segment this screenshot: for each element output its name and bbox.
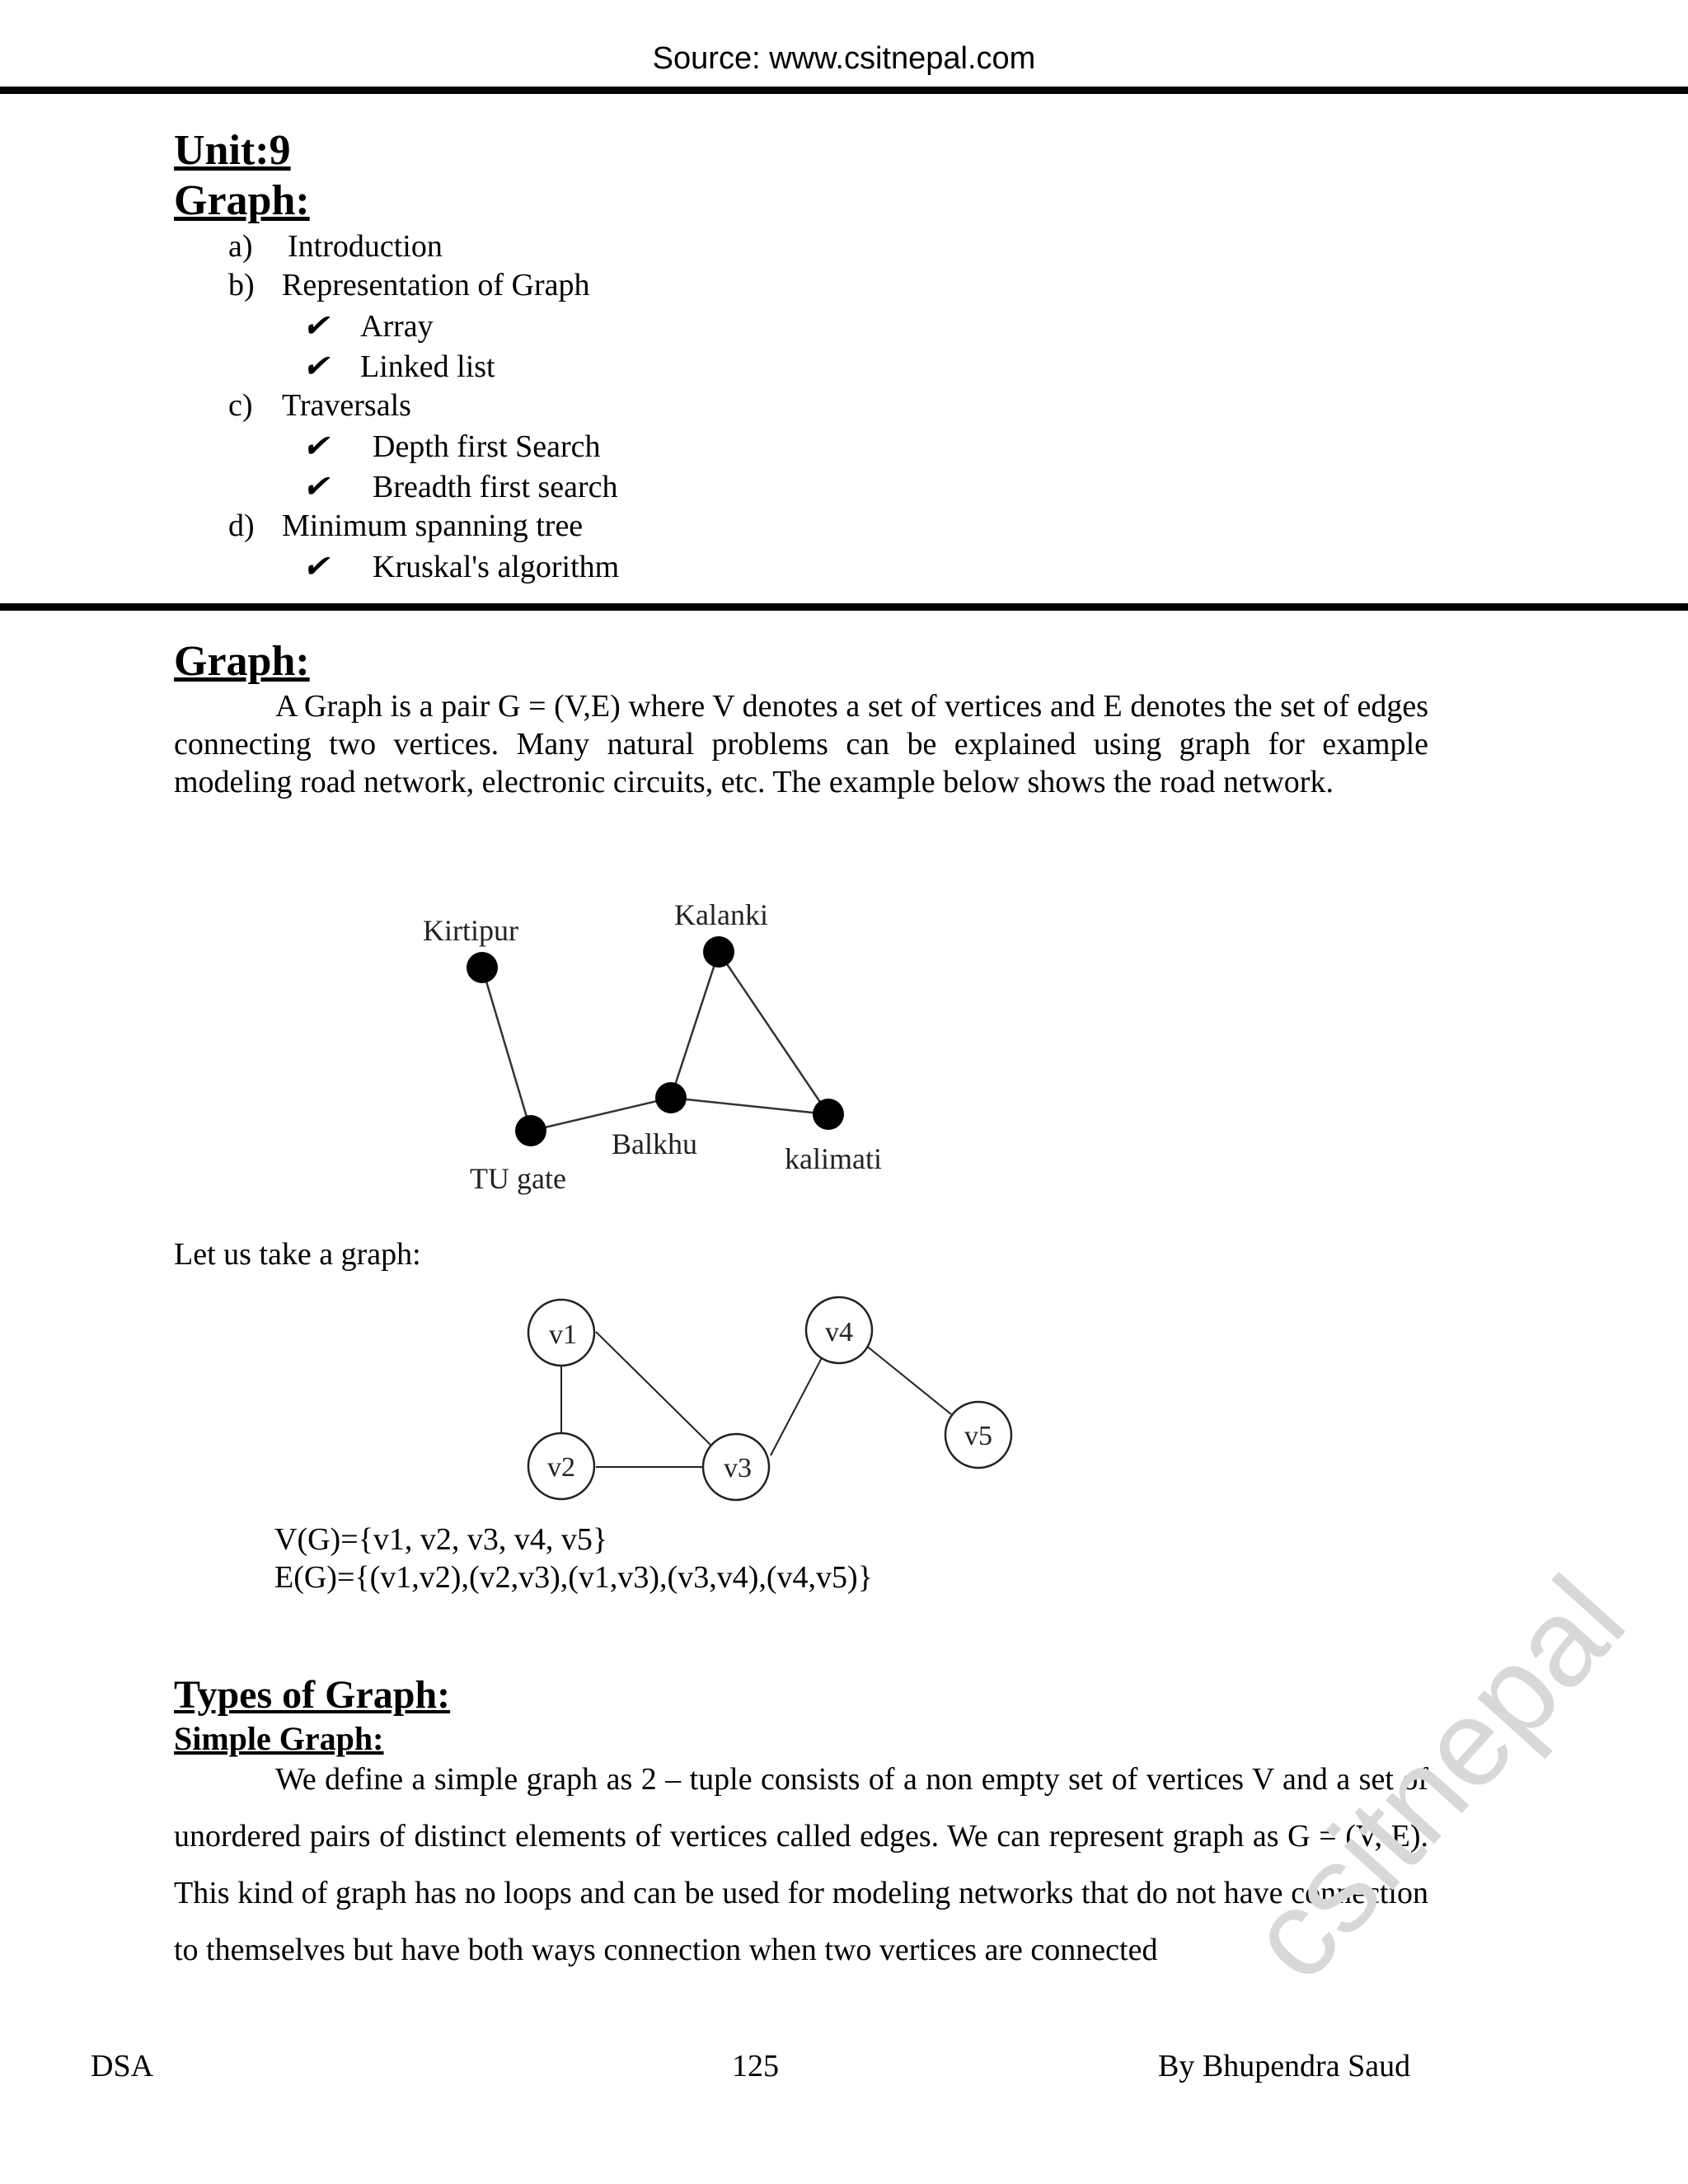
graph-label-v2: v2 — [547, 1452, 575, 1483]
road-label-kalanki: Kalanki — [674, 898, 768, 931]
road-edge — [671, 952, 719, 1098]
vertex-set: V(G)={v1, v2, v3, v4, v5} — [274, 1522, 608, 1557]
example-graph-figure — [511, 1277, 1022, 1516]
road-edge — [671, 1098, 828, 1114]
source-header: Source: www.csitnepal.com — [652, 41, 1036, 76]
graph-label-v5: v5 — [964, 1421, 992, 1451]
check-icon: ✔ — [302, 309, 329, 344]
toc-item-kruskal: Kruskal's algorithm — [373, 550, 620, 584]
toc-item-dfs: Depth first Search — [373, 429, 601, 464]
road-node-balkhu — [655, 1082, 687, 1113]
toc-item-representation: Representation of Graph — [282, 268, 590, 302]
road-edge — [482, 968, 531, 1131]
footer-course: DSA — [91, 2049, 154, 2083]
road-node-kirtipur — [467, 952, 498, 983]
types-heading: Types of Graph: — [174, 1673, 451, 1717]
road-edge — [719, 952, 828, 1114]
road-network-figure — [412, 890, 907, 1203]
footer-page-number: 125 — [732, 2049, 779, 2083]
toc-item-linked-list: Linked list — [360, 349, 495, 384]
check-icon: ✔ — [302, 550, 329, 584]
toc-label-d: d) — [228, 509, 255, 543]
graph-edge-v1-v3 — [596, 1332, 714, 1448]
unit-title: Unit:9 — [174, 127, 291, 174]
graph-label-v4: v4 — [825, 1317, 853, 1347]
edge-set: E(G)={(v1,v2),(v2,v3),(v1,v3),(v3,v4),(v4,v5)} — [274, 1560, 873, 1595]
road-label-kirtipur: Kirtipur — [423, 914, 518, 947]
graph-label-v3: v3 — [724, 1453, 752, 1483]
watermark: csitnepal — [1221, 1550, 1651, 2006]
road-label-balkhu: Balkhu — [612, 1127, 697, 1160]
road-label-tu-gate: TU gate — [470, 1162, 566, 1195]
toc-item-traversals: Traversals — [282, 388, 411, 423]
road-node-kalimati — [813, 1099, 844, 1130]
unit-subtitle: Graph: — [174, 177, 310, 224]
toc-item-array: Array — [360, 309, 434, 344]
check-icon: ✔ — [302, 349, 329, 384]
example-intro: Let us take a graph: — [174, 1237, 421, 1272]
toc-item-bfs: Breadth first search — [373, 470, 618, 504]
toc-item-introduction: Introduction — [288, 229, 443, 264]
graph-edge-v4-v5 — [865, 1345, 951, 1414]
toc-label-b: b) — [228, 268, 255, 302]
road-node-tu-gate — [515, 1115, 546, 1146]
toc-item-mst: Minimum spanning tree — [282, 509, 584, 543]
road-edge — [531, 1098, 671, 1131]
graph-edge-v3-v4 — [771, 1350, 826, 1455]
graph-label-v1: v1 — [549, 1319, 577, 1350]
toc-label-c: c) — [228, 388, 253, 423]
check-icon: ✔ — [302, 470, 329, 504]
graph-heading: Graph: — [174, 638, 310, 685]
section-rule — [0, 603, 1688, 611]
simple-graph-paragraph: We define a simple graph as 2 – tuple consists of a non empty set of vertices V and a set of unordered pairs of distinct elements of vertices called edges. We can represent graph as G = (V, E). This kind of graph has no loops and can be used for modeling networks that do not have connection to themselves but have both ways connection when two vertices are connected — [174, 1762, 1428, 1967]
footer-author: By Bhupendra Saud — [1158, 2049, 1411, 2083]
road-node-kalanki — [703, 936, 734, 968]
graph-definition-paragraph: A Graph is a pair G = (V,E) where V denotes a set of vertices and E denotes the set of edges connecting two vertices. Many natural problems can be explained using graph for example modeling road network, electronic circuits, etc. The example below shows the road network. — [174, 689, 1428, 799]
top-rule — [0, 87, 1688, 94]
simple-graph-heading: Simple Graph: — [174, 1720, 384, 1757]
road-label-kalimati: kalimati — [785, 1142, 882, 1175]
toc-label-a: a) — [228, 229, 253, 264]
check-icon: ✔ — [302, 429, 329, 464]
